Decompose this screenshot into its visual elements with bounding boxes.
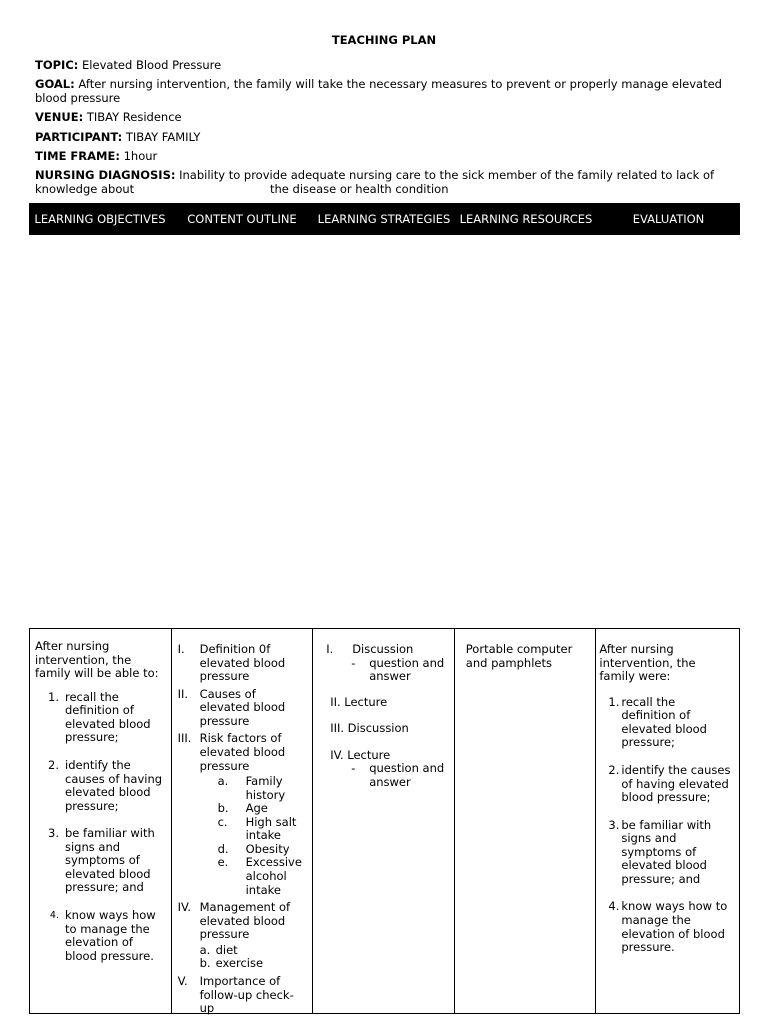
meta-value: Inability to provide adequate nursing care to the sick member of the family related to lack of knowledge about — [35, 168, 715, 196]
meta-diagnosis-continued: the disease or health condition — [270, 182, 449, 196]
strategy-item: III. Discussion — [330, 721, 409, 736]
item-text: Definition 0f elevated blood pressure — [199, 642, 286, 684]
item-text: recall the definition of elevated blood pressure; — [621, 694, 707, 750]
item-text: recall the definition of elevated blood pressure; — [65, 689, 151, 745]
list-item — [35, 909, 165, 963]
meta-time-frame — [35, 150, 740, 164]
item-letter: e. — [217, 855, 229, 870]
item-text: Obesity — [245, 841, 290, 856]
strategy-item: IV. Lecture — [330, 747, 391, 762]
strategy-item: II. Lecture — [330, 694, 388, 709]
item-text: be familiar with signs and symptoms of elevated blood pressure; and — [621, 817, 712, 886]
meta-label: TOPIC: — [35, 58, 79, 72]
meta-label: PARTICIPANT: — [35, 130, 123, 144]
item-text: exercise — [215, 956, 264, 971]
item-number: III. — [177, 731, 192, 746]
item-letter: d. — [217, 841, 229, 856]
item-text: diet — [215, 942, 238, 957]
list-item — [599, 764, 733, 805]
item-number: I. — [177, 642, 185, 656]
sub-item — [218, 856, 307, 897]
item-letter: a. — [199, 942, 211, 957]
item-text: High salt intake — [245, 814, 297, 843]
outline-item — [178, 688, 307, 729]
content-outline-column — [172, 629, 314, 1016]
header-learning-objectives: LEARNING OBJECTIVES — [34, 212, 166, 226]
item-text: Age — [245, 801, 268, 816]
meta-value: TIBAY Residence — [86, 110, 182, 124]
item-text: Family history — [245, 774, 286, 802]
meta-value: After nursing intervention, the family will take the necessary measures to prevent or properly manage elevated blood pressure — [35, 77, 722, 105]
item-text: question and answer — [369, 655, 445, 684]
outline-item — [178, 643, 307, 684]
item-text: Risk factors of elevated blood pressure — [199, 731, 286, 773]
management-list — [178, 944, 307, 971]
meta-label: TIME FRAME: — [35, 149, 120, 163]
meta-value: 1hour — [123, 149, 158, 163]
strategy-sub-item — [326, 762, 448, 789]
item-text: identify the causes of having elevated blood pressure; — [65, 757, 163, 813]
strategy-item — [326, 643, 448, 657]
strategy-sub-item — [326, 657, 448, 684]
objectives-column — [30, 629, 172, 1013]
item-number: 4. — [608, 899, 620, 914]
item-number: 1. — [48, 689, 59, 704]
meta-topic — [35, 59, 740, 73]
resources-column — [455, 629, 597, 1013]
item-number: I. — [326, 642, 334, 656]
sub-item — [200, 944, 307, 958]
item-number: V. — [177, 973, 188, 988]
item-number: 3. — [48, 826, 59, 841]
dash-marker: - — [351, 761, 356, 776]
item-text: Causes of elevated blood pressure — [199, 686, 286, 728]
objectives-intro: After nursing intervention, the family will be able to: — [35, 639, 159, 681]
item-text: Management of elevated blood pressure — [199, 900, 291, 942]
meta-goal — [35, 78, 740, 105]
sub-item — [218, 775, 307, 802]
list-item — [599, 900, 733, 954]
item-number: 3. — [608, 817, 620, 832]
meta-venue — [35, 111, 740, 125]
item-text: identify the causes of having elevated blood pressure; — [621, 762, 731, 805]
item-letter: a. — [217, 774, 229, 789]
evaluation-intro: After nursing intervention, the family were: — [599, 642, 696, 684]
sub-item — [218, 802, 307, 816]
meta-label: NURSING DIAGNOSIS: — [35, 168, 176, 182]
sub-item — [200, 957, 307, 971]
item-text: know ways how to manage the elevation of blood pressure. — [65, 908, 156, 963]
risk-factors-list — [178, 775, 307, 897]
item-letter: c. — [217, 814, 228, 829]
meta-label: GOAL: — [35, 77, 75, 91]
item-number: 2. — [608, 762, 620, 777]
item-number: IV. — [177, 900, 192, 915]
meta-participant — [35, 131, 740, 145]
table-header — [29, 203, 740, 235]
item-text: know ways how to manage the elevation of blood pressure. — [621, 899, 728, 955]
resources-text: Portable computer and pamphlets — [465, 642, 573, 670]
header-learning-resources: LEARNING RESOURCES — [459, 212, 593, 226]
teaching-plan-table — [29, 628, 740, 1014]
list-item — [35, 759, 165, 813]
header-learning-strategies: LEARNING STRATEGIES — [317, 212, 451, 226]
item-letter: b. — [217, 801, 229, 816]
sub-item — [218, 843, 307, 857]
meta-value: Elevated Blood Pressure — [82, 58, 222, 72]
document-title: TEACHING PLAN — [331, 33, 437, 47]
item-text: Importance of follow-up check-up — [199, 973, 294, 1016]
item-text: question and answer — [369, 761, 445, 789]
item-number: 1. — [608, 694, 620, 709]
item-text: be familiar with signs and symptoms of elevated blood pressure; and — [65, 826, 155, 895]
meta-label: VENUE: — [35, 110, 84, 124]
item-text: Discussion — [352, 642, 414, 656]
list-item — [599, 819, 733, 887]
item-number: 4. — [49, 910, 59, 921]
list-item — [599, 696, 733, 750]
header-content-outline: CONTENT OUTLINE — [187, 212, 297, 226]
item-number: II. — [177, 686, 189, 701]
meta-value: TIBAY FAMILY — [125, 130, 201, 144]
evaluation-column — [596, 629, 739, 1013]
dash-marker: - — [351, 655, 356, 670]
outline-item — [178, 901, 307, 942]
header-evaluation: EVALUATION — [632, 212, 705, 226]
item-text: Excessive alcohol intake — [245, 855, 302, 897]
item-letter: b. — [199, 956, 211, 971]
outline-item — [178, 732, 307, 773]
item-number: 2. — [48, 757, 59, 772]
list-item — [35, 827, 165, 895]
strategies-column — [313, 629, 455, 1013]
outline-item — [178, 975, 307, 1016]
list-item — [35, 691, 165, 745]
sub-item — [218, 816, 307, 843]
